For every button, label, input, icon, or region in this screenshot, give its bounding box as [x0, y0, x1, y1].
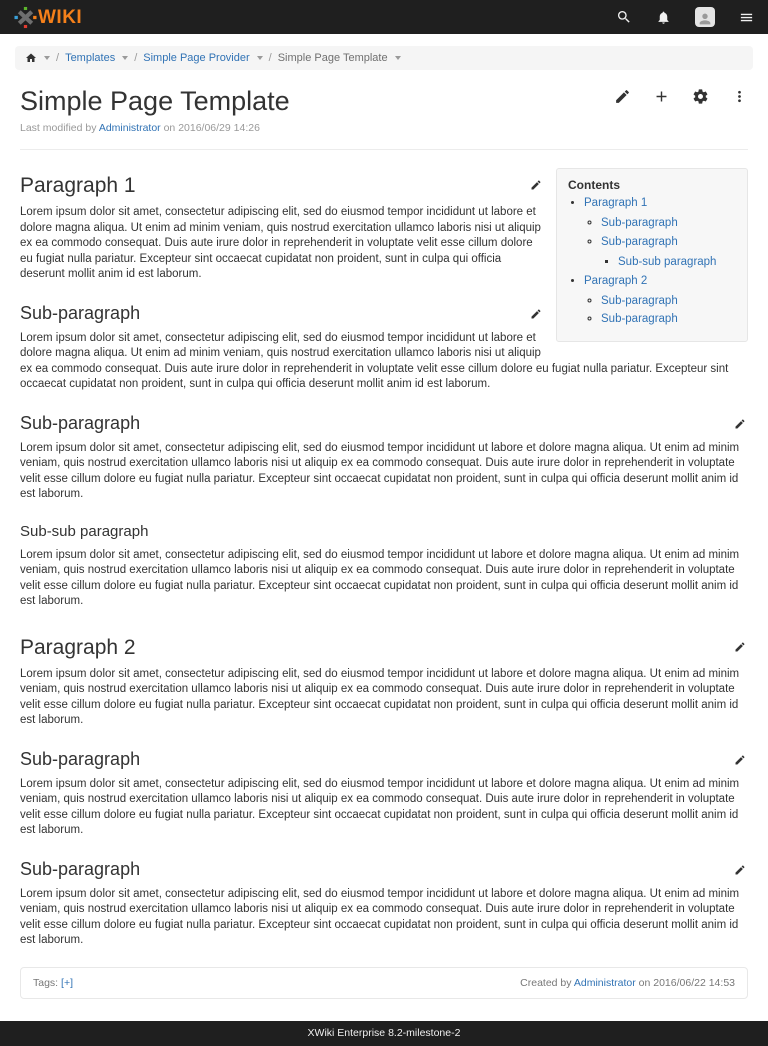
breadcrumb [15, 46, 753, 70]
document-modified-info [15, 122, 753, 134]
page-title: Simple Page Template [20, 86, 290, 116]
section-heading: Sub-paragraph [20, 412, 141, 433]
content-section [20, 749, 748, 839]
toc-link[interactable]: Sub-paragraph [601, 294, 678, 307]
created-author-link[interactable]: Administrator [573, 976, 636, 989]
xwiki-logo-text: WIKI [38, 6, 83, 28]
section-text: Lorem ipsum dolor sit amet, consectetur adipiscing elit, sed do eiusmod tempor incididunt ut labore et dolore magna aliqua. Ut enim ad minim veniam, quis nostrud exercitation ullamco laboris nisi ut aliquip ex ea commodo consequat. Duis aute irure dolor in reprehenderit in voluptate velit esse cillum dolore eu fugiat nulla pariatur. Excepteur sint occaecat cupidatat non proident, sunt in culpa qui officia deserunt mollit anim id est laborum. [20, 548, 740, 607]
toc-link[interactable]: Sub-paragraph [601, 217, 678, 230]
menu-icon[interactable] [739, 10, 754, 25]
toc-item [618, 253, 739, 271]
toc-link[interactable]: Sub-paragraph [601, 313, 678, 326]
section-text: Lorem ipsum dolor sit amet, consectetur adipiscing elit, sed do eiusmod tempor incididunt ut labore et dolore magna aliqua. Ut enim ad minim veniam, quis nostrud exercitation ullamco laboris nisi ut aliquip ex ea commodo consequat. Duis aute irure dolor in reprehenderit in voluptate velit esse cillum dolore eu fugiat nulla pariatur. Excepteur sint occaecat cupidatat non proident, sunt in culpa qui officia deserunt mollit anim id est laborum. [20, 887, 740, 946]
notifications-icon[interactable] [656, 10, 671, 25]
breadcrumb-link[interactable]: Templates [65, 52, 116, 64]
section-text: Lorem ipsum dolor sit amet, consectetur adipiscing elit, sed do eiusmod tempor incididunt ut labore et dolore magna aliqua. Ut enim ad minim veniam, quis nostrud exercitation ullamco laboris nisi ut aliquip ex ea commodo consequat. Duis aute irure dolor in reprehenderit in voluptate velit esse cillum dolore eu fugiat nulla pariatur. Excepteur sint occaecat cupidatat non proident, sunt in culpa qui officia deserunt mollit anim id est laborum. [20, 441, 740, 500]
tags-label: Tags: [33, 976, 59, 989]
created-prefix: Created by [520, 976, 572, 989]
content-section [20, 636, 748, 729]
section-edit-icon[interactable] [732, 416, 748, 432]
add-icon[interactable] [653, 88, 670, 105]
add-tag-button[interactable]: [+] [61, 976, 73, 989]
section-edit-icon[interactable] [732, 862, 748, 878]
top-navbar [0, 0, 768, 34]
xwiki-logo-x-icon [14, 6, 37, 29]
section-heading: Paragraph 2 [20, 635, 136, 659]
modified-date: on 2016/06/29 14:26 [163, 122, 260, 134]
toc-link[interactable]: Sub-sub paragraph [618, 256, 717, 269]
section-heading: Sub-paragraph [20, 858, 141, 879]
section-heading: Sub-sub paragraph [20, 522, 149, 540]
chevron-down-icon[interactable] [44, 56, 50, 60]
content-section [20, 413, 748, 503]
toc-link[interactable]: Paragraph 1 [584, 197, 648, 209]
breadcrumb-separator: / [56, 52, 60, 64]
toc-title: Contents [568, 178, 620, 192]
section-heading-row [20, 636, 748, 660]
modified-prefix: Last modified by [20, 122, 97, 134]
xwiki-logo[interactable] [14, 6, 82, 29]
table-of-contents [556, 168, 748, 342]
section-heading: Sub-paragraph [20, 302, 141, 323]
toc-item [601, 292, 739, 310]
section-text: Lorem ipsum dolor sit amet, consectetur adipiscing elit, sed do eiusmod tempor incididunt ut labore et dolore magna aliqua. Ut enim ad minim veniam, quis nostrud exercitation ullamco laboris nisi ut aliquip ex ea commodo consequat. Duis aute irure dolor in reprehenderit in voluptate velit esse cillum dolore eu fugiat nulla pariatur. Excepteur sint occaecat cupidatat non proident, sunt in culpa qui officia deserunt mollit anim id est laborum. [20, 331, 729, 390]
breadcrumb-separator: / [268, 52, 272, 64]
document-created-info [520, 977, 735, 989]
tags-area [33, 977, 73, 989]
chevron-down-icon[interactable] [257, 56, 263, 60]
more-icon[interactable] [731, 88, 748, 105]
section-heading: Paragraph 1 [20, 174, 136, 197]
toc-link[interactable]: Paragraph 2 [584, 274, 648, 287]
toc-item [584, 272, 739, 329]
modified-author-link[interactable]: Administrator [98, 122, 161, 134]
chevron-down-icon[interactable] [395, 56, 401, 60]
home-icon[interactable] [25, 52, 37, 64]
version-text: XWiki Enterprise 8.2-milestone-2 [307, 1026, 461, 1039]
toc-item [601, 214, 739, 232]
section-text: Lorem ipsum dolor sit amet, consectetur adipiscing elit, sed do eiusmod tempor incididunt ut labore et dolore magna aliqua. Ut enim ad minim veniam, quis nostrud exercitation ullamco laboris nisi ut aliquip ex ea commodo consequat. Duis aute irure dolor in reprehenderit in voluptate velit esse cillum dolore eu fugiat nulla pariatur. Excepteur sint occaecat cupidatat non proident, sunt in culpa qui officia deserunt mollit anim id est laborum. [20, 667, 740, 726]
section-edit-icon[interactable] [528, 177, 544, 193]
section-text: Lorem ipsum dolor sit amet, consectetur adipiscing elit, sed do eiusmod tempor incididunt ut labore et dolore magna aliqua. Ut enim ad minim veniam, quis nostrud exercitation ullamco laboris nisi ut aliquip ex ea commodo consequat. Duis aute irure dolor in reprehenderit in voluptate velit esse cillum dolore eu fugiat nulla pariatur. Excepteur sint occaecat cupidatat non proident, sunt in culpa qui officia deserunt mollit anim id est laborum. [20, 206, 541, 280]
settings-icon[interactable] [692, 88, 709, 105]
user-avatar[interactable] [695, 7, 715, 27]
breadcrumb-current-page[interactable]: Simple Page Template [277, 52, 388, 64]
chevron-down-icon[interactable] [122, 56, 128, 60]
toc-item [584, 194, 739, 272]
toc-link[interactable]: Sub-paragraph [601, 235, 678, 248]
document-content [15, 150, 753, 949]
toc-item [601, 233, 739, 272]
section-edit-icon[interactable] [732, 639, 748, 655]
main-content-area [0, 70, 768, 999]
edit-icon[interactable] [614, 88, 631, 105]
section-edit-icon[interactable] [528, 306, 544, 322]
search-icon[interactable] [616, 9, 632, 25]
section-heading-row [20, 413, 748, 434]
section-edit-icon[interactable] [732, 752, 748, 768]
section-heading-row [20, 523, 748, 540]
breadcrumb-separator: / [134, 52, 138, 64]
toc-item [601, 310, 739, 328]
created-date: on 2016/06/22 14:53 [638, 976, 735, 989]
section-heading-row [20, 749, 748, 770]
content-section [20, 859, 748, 949]
page-action-toolbar [614, 70, 748, 105]
document-footer [20, 967, 748, 999]
section-heading-row [20, 859, 748, 880]
breadcrumb-link[interactable]: Simple Page Provider [143, 52, 250, 64]
section-text: Lorem ipsum dolor sit amet, consectetur adipiscing elit, sed do eiusmod tempor incididunt ut labore et dolore magna aliqua. Ut enim ad minim veniam, quis nostrud exercitation ullamco laboris nisi ut aliquip ex ea commodo consequat. Duis aute irure dolor in reprehenderit in voluptate velit esse cillum dolore eu fugiat nulla pariatur. Excepteur sint occaecat cupidatat non proident, sunt in culpa qui officia deserunt mollit anim id est laborum. [20, 777, 740, 836]
version-bar [0, 1021, 768, 1046]
content-section [20, 523, 748, 610]
section-heading: Sub-paragraph [20, 748, 141, 769]
